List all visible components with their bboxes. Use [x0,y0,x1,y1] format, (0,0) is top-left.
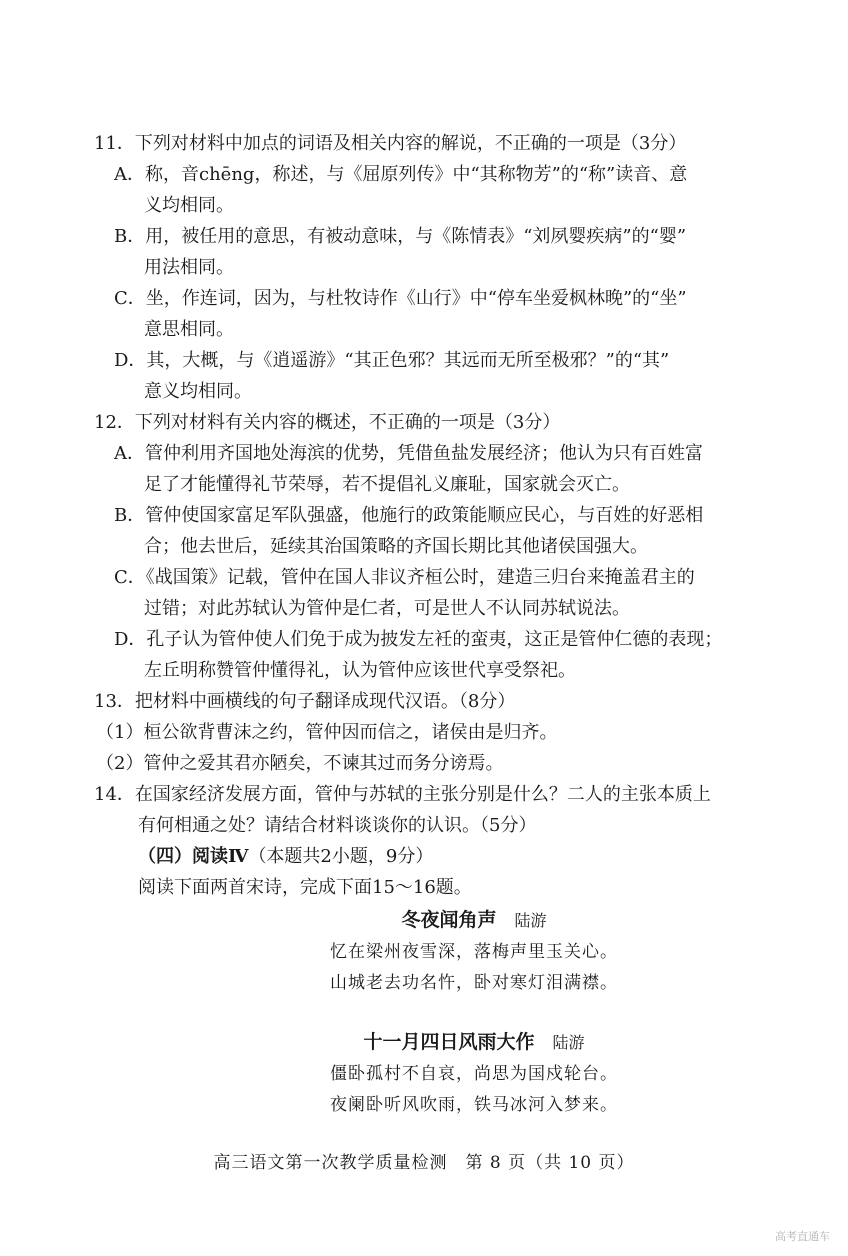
poem-1 [94,903,774,999]
option-b: B．用，被任用的意思，有被动意味，与《陈情表》“刘夙婴疾病”的“婴” [114,226,687,247]
poem-author: 陆游 [514,911,547,930]
section-heading-title: （四）阅读Ⅳ [138,846,249,867]
poem-title-line [174,1025,774,1059]
option-d-cont: 左丘明称赞管仲懂得礼，认为管仲应该世代享受祭祀。 [144,660,576,681]
question-stem: 14．在国家经济发展方面，管仲与苏轼的主张分别是什么？二人的主张本质上 [94,784,711,805]
poem-title: 冬夜闻角声 [401,909,497,931]
option-c-cont: 意思相同。 [144,319,234,340]
question-12 [94,407,774,686]
option-b: B．管仲使国家富足军队强盛，他施行的政策能顺应民心，与百姓的好恶相 [114,505,704,526]
section-4 [94,841,774,903]
question-11 [94,128,774,407]
option-d: D．其，大概，与《逍遥游》“其正色邪？其远而无所至极邪？”的“其” [114,350,670,371]
option-b-cont: 合；他去世后，延续其治国策略的齐国长期比其他诸侯国强大。 [144,536,648,557]
option-c: C．《战国策》记载，管仲在国人非议齐桓公时，建造三归台来掩盖君主的 [114,567,695,588]
section-heading-note: （本题共2小题，9分） [248,846,434,867]
question-14 [94,779,774,841]
section-instruction: 阅读下面两首宋诗，完成下面15～16题。 [138,877,472,898]
watermark-logo: 高考直通车 [775,1230,830,1243]
poem-line: 僵卧孤村不自哀，尚思为国戍轮台。 [330,1064,618,1084]
question-stem: 11．下列对材料中加点的词语及相关内容的解说，不正确的一项是（3分） [94,133,687,154]
question-13 [94,686,774,779]
option-d-cont: 意义均相同。 [144,381,252,402]
sentence-2: （2）管仲之爱其君亦陋矣，不谏其过而务分谤焉。 [96,753,504,774]
sentence-1: （1）桓公欲背曹沫之约，管仲因而信之，诸侯由是归齐。 [96,722,558,743]
option-a-cont: 义均相同。 [144,195,234,216]
poem-spacer [94,999,774,1025]
exam-content [94,128,774,1121]
section-heading [94,841,774,872]
page-footer: 高三语文第一次教学质量检测 第 8 页（共 10 页） [213,1153,635,1173]
option-a: A．管仲利用齐国地处海滨的优势，凭借鱼盐发展经济；他认为只有百姓富 [114,443,703,464]
poem-line: 山城老去功名忤，卧对寒灯泪满襟。 [330,973,618,993]
poem-2 [94,1025,774,1121]
option-c: C．坐，作连词，因为，与杜牧诗作《山行》中“停车坐爱枫林晚”的“坐” [114,288,687,309]
question-stem-cont: 有何相通之处？请结合材料谈谈你的认识。（5分） [138,815,537,836]
option-c-cont: 过错；对此苏轼认为管仲是仁者，可是世人不认同苏轼说法。 [144,598,630,619]
poem-line: 夜阑卧听风吹雨，铁马冰河入梦来。 [330,1095,618,1115]
option-a-cont: 足了才能懂得礼节荣辱，若不提倡礼义廉耻，国家就会灭亡。 [144,474,630,495]
poem-title-line [174,903,774,937]
option-d: D．孔子认为管仲使人们免于成为披发左衽的蛮夷，这正是管仲仁德的表现； [114,629,723,650]
poem-author: 陆游 [552,1033,585,1052]
option-b-cont: 用法相同。 [144,257,234,278]
poem-title: 十一月四日风雨大作 [363,1031,535,1053]
question-stem: 12．下列对材料有关内容的概述，不正确的一项是（3分） [94,412,561,433]
question-stem: 13．把材料中画横线的句子翻译成现代汉语。（8分） [94,691,516,712]
option-a: A．称，音chēng，称述，与《屈原列传》中“其称物芳”的“称”读音、意 [114,164,688,185]
poem-line: 忆在梁州夜雪深，落梅声里玉关心。 [330,942,618,962]
